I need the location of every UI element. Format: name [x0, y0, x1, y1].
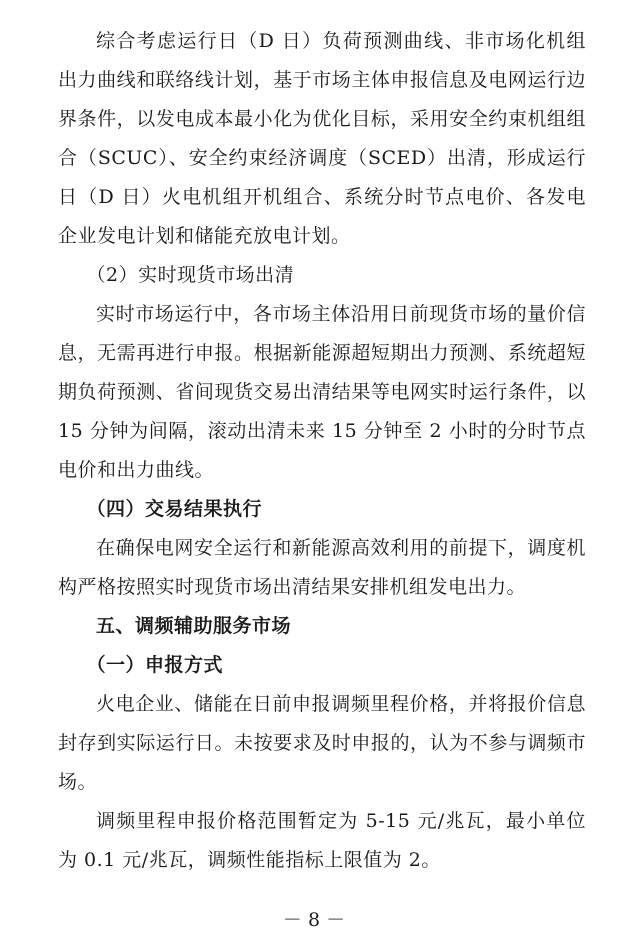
heading-bidding-method: （一）申报方式 [86, 654, 224, 676]
paragraph-day-ahead-clearing: 综合考虑运行日（D 日）负荷预测曲线、非市场化机组出力曲线和联络线计划，基于市场主体申报信息及电网运行边界条件，以发电成本最小化为优化目标，采用安全约束机组组合（SCUC）、安全约束经济调度（SCED）出清，形成运行日（D 日）火电机组开机组合、系统分时节点电价、各发电企业发电计划和储能充放电计划。 [58, 30, 586, 247]
paragraph-price-range: 调频里程申报价格范围暂定为 5-15 元/兆瓦，最小单位为 0.1 元/兆瓦，调频性能指标上限值为 2。 [58, 810, 586, 871]
paragraph-trade-execution: 在确保电网安全运行和新能源高效利用的前提下，调度机构严格按照实时现货市场出清结果安排机组发电出力。 [58, 537, 586, 598]
heading-realtime-clearing: （2）实时现货市场出清 [86, 264, 295, 286]
paragraph-bidding-method: 火电企业、储能在日前申报调频里程价格，并将报价信息封存到实际运行日。未按要求及时申报的，认为不参与调频市场。 [58, 693, 586, 793]
heading-frequency-regulation-market: 五、调频辅助服务市场 [96, 615, 292, 637]
document-page [58, 22, 586, 880]
heading-trade-execution: （四）交易结果执行 [86, 498, 263, 520]
paragraph-realtime-clearing: 实时市场运行中，各市场主体沿用日前现货市场的量价信息，无需再进行申报。根据新能源超短期出力预测、系统超短期负荷预测、省间现货交易出清结果等电网实时运行条件，以 15 分钟为间隔，滚动出清未来 15 分钟至 2 小时的分时节点电价和出力曲线。 [58, 303, 586, 481]
page-number: － 8 － [282, 909, 346, 931]
